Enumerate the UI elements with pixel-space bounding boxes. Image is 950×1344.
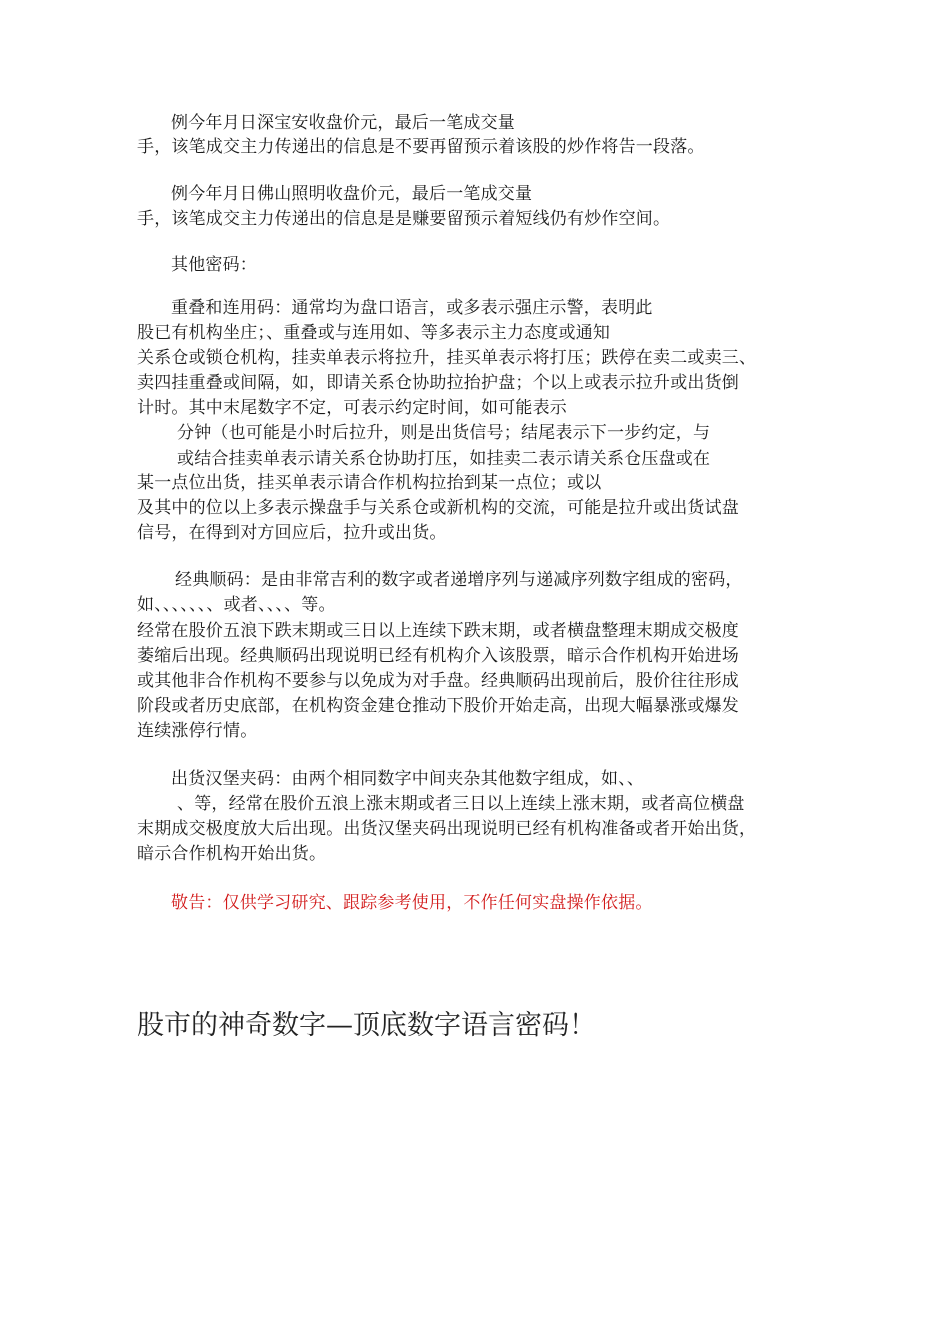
paragraph-1-line-1: 例今年月日深宝安收盘价元，最后一笔成交量: [171, 113, 515, 133]
paragraph-1-line-2: 手，该笔成交主力传递出的信息是不要再留预示着该股的炒作将告一段落。: [137, 137, 705, 157]
paragraph-3-line: 股已有机构坐庄；、重叠或与连用如、等多表示主力态度或通知: [137, 323, 611, 343]
paragraph-3-line: 某一点位出货，挂买单表示请合作机构拉抬到某一点位；或以: [137, 473, 602, 493]
paragraph-4-line: 萎缩后出现。经典顺码出现说明已经有机构介入该股票，暗示合作机构开始进场: [137, 646, 739, 666]
paragraph-4-line: 或其他非合作机构不要参与以免成为对手盘。经典顺码出现前后，股价往往形成: [137, 671, 739, 691]
paragraph-3-line: 计时。其中末尾数字不定，可表示约定时间，如可能表示: [137, 398, 567, 418]
paragraph-3-line: 重叠和连用码：通常均为盘口语言，或多表示强庄示警，表明此: [171, 298, 653, 318]
paragraph-5-line: 、等，经常在股价五浪上涨末期或者三日以上连续上涨末期，或者高位横盘: [177, 794, 745, 814]
paragraph-2-line-1: 例今年月日佛山照明收盘价元，最后一笔成交量: [171, 184, 533, 204]
paragraph-5-line: 末期成交极度放大后出现。出货汉堡夹码出现说明已经有机构准备或者开始出货，: [137, 819, 757, 839]
paragraph-4-line: 经典顺码：是由非常吉利的数字或者递增序列与递减序列数字组成的密码，: [175, 570, 743, 590]
page-heading: 股市的神奇数字—顶底数字语言密码！: [137, 1010, 596, 1041]
paragraph-3-line: 及其中的位以上多表示操盘手与关系仓或新机构的交流，可能是拉升或出货试盘: [137, 498, 739, 518]
paragraph-5-line: 暗示合作机构开始出货。: [137, 844, 327, 864]
paragraph-4-line: 经常在股价五浪下跌末期或三日以上连续下跌末期，或者横盘整理末期成交极度: [137, 621, 739, 641]
warning-disclaimer: 敬告：仅供学习研究、跟踪参考使用，不作任何实盘操作依据。: [171, 893, 653, 913]
paragraph-3-line: 或结合挂卖单表示请关系仓协助打压，如挂卖二表示请关系仓压盘或在: [177, 449, 711, 469]
paragraph-2-line-2: 手，该笔成交主力传递出的信息是是赚要留预示着短线仍有炒作空间。: [137, 209, 671, 229]
section-title-other-codes: 其他密码：: [171, 255, 257, 275]
paragraph-3-line: 卖四挂重叠或间隔，如，即请关系仓协助拉抬护盘；个以上或表示拉升或出货倒: [137, 373, 739, 393]
paragraph-5-line: 出货汉堡夹码：由两个相同数字中间夹杂其他数字组成，如、、: [171, 769, 645, 789]
paragraph-3-line: 关系仓或锁仓机构，挂卖单表示将拉升，挂买单表示将打压；跌停在卖二或卖三、: [137, 348, 757, 368]
paragraph-4-line: 阶段或者历史底部，在机构资金建仓推动下股价开始走高，出现大幅暴涨或爆发: [137, 696, 739, 716]
paragraph-3-line: 分钟（也可能是小时后拉升，则是出货信号；结尾表示下一步约定，与: [177, 423, 711, 443]
paragraph-4-line: 连续涨停行情。: [137, 721, 258, 741]
paragraph-3-line: 信号，在得到对方回应后，拉升或出货。: [137, 523, 447, 543]
paragraph-4-line: 如、、、、、、、或者、、、、等。: [137, 595, 336, 615]
